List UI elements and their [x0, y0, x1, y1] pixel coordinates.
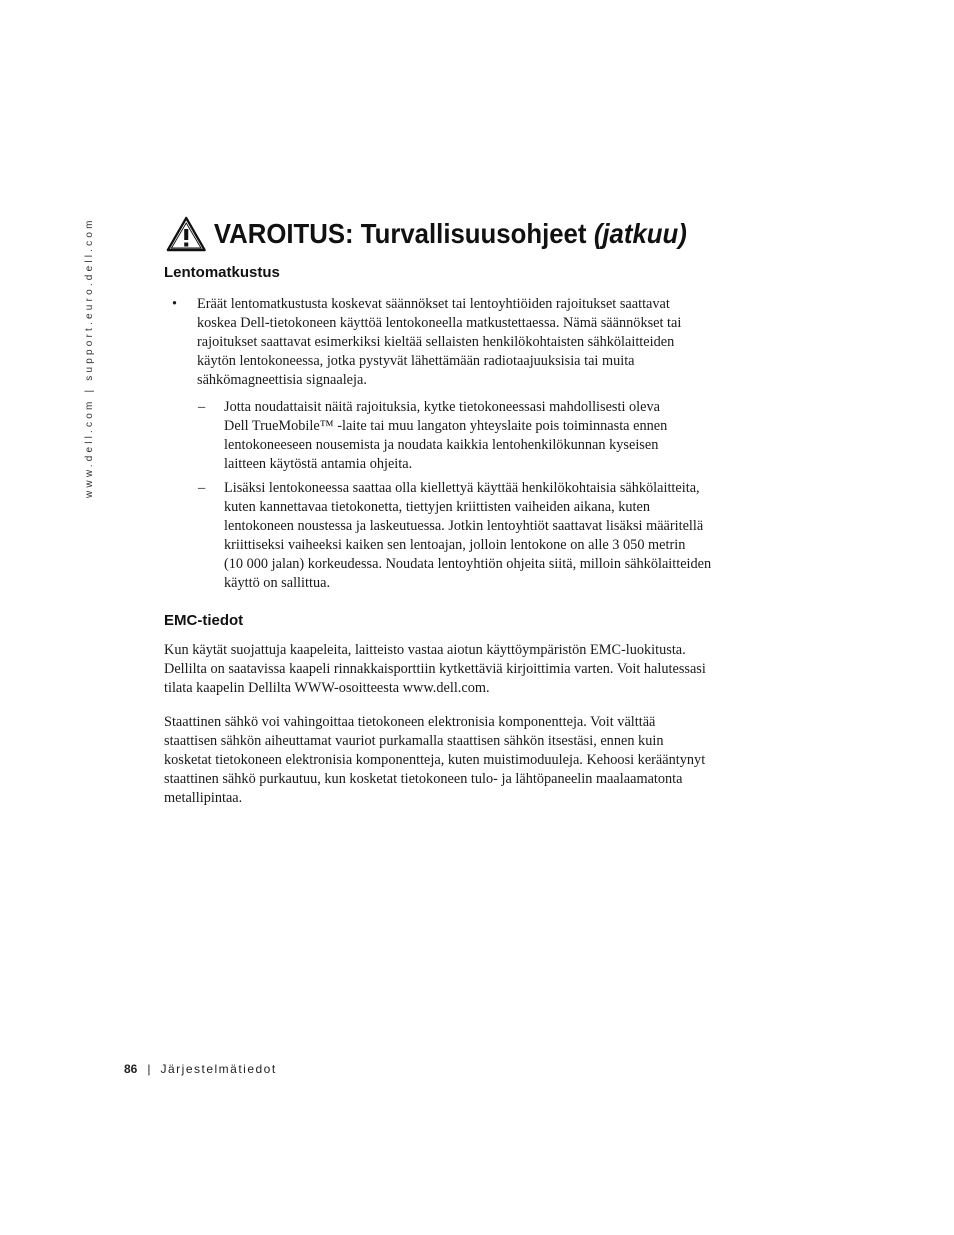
bullet-paragraph — [197, 295, 777, 390]
dash-paragraph-1 — [224, 398, 774, 474]
text-line: Staattinen sähkö voi vahingoittaa tietokoneen elektronisia komponentteja. Voit välttää — [164, 714, 656, 730]
text-line: käyttö on sallittua. — [224, 575, 331, 591]
dash-mark: – — [198, 399, 206, 415]
heading-main: VAROITUS: Turvallisuusohjeet — [213, 218, 587, 249]
text-line: lentokoneen noustessa ja laskeutuessa. Jotkin lentoyhtiöt saattavat lisäksi määritellä — [224, 518, 704, 534]
page-footer — [124, 1062, 277, 1076]
text-line: staattinen sähkö purkautuu, kun kosketat tietokoneen tulo- ja lähtöpaneelin maalaamatonta — [164, 771, 683, 787]
text-line: Eräät lentomatkustusta koskevat säännökset tai lentoyhtiöiden rajoitukset saattavat — [197, 296, 670, 312]
text-line: Lisäksi lentokoneessa saattaa olla kiellettyä käyttää henkilökohtaisia sähkölaitteita, — [224, 480, 700, 496]
text-fragment: tilata kaapelin Dellilta WWW-osoitteesta — [164, 680, 403, 696]
text-line: sähkömagneettisia signaaleja. — [197, 372, 367, 388]
text-line: koskea Dell-tietokoneen käyttöä lentokoneella matkustettaessa. Nämä säännökset tai — [197, 315, 682, 331]
text-line: Dellilta on saatavissa kaapeli rinnakkaisporttiin kytkettäviä kirjoittimia varten. Voit halutessasi — [164, 661, 706, 677]
text-line: kosketat tietokoneen elektronisia komponentteja, kuten muistimoduuleja. Kehoosi kerääntynyt — [164, 752, 706, 768]
bullet-mark: • — [172, 296, 178, 312]
dash-paragraph-2 — [224, 479, 779, 593]
text-line: Kun käytät suojattuja kaapeleita, laitteisto vastaa aiotun käyttöympäristön EMC-luokitusta. — [164, 642, 686, 658]
text-line: kriittiseksi vaiheeksi kaiken sen lentoajan, jolloin lentokone on alle 3 050 metrin — [224, 537, 686, 553]
text-line: Jotta noudattaisit näitä rajoituksia, kytke tietokoneessasi mahdollisesti oleva — [224, 399, 660, 415]
text-line: lentokoneeseen nousemista ja noudata kaikkia lentohenkilökunnan kyseisen — [224, 437, 659, 453]
dash-mark: – — [198, 480, 206, 496]
emc-paragraph — [164, 641, 776, 698]
text-line: Dell TrueMobile™ -laite tai muu langaton yhteyslaite pois toiminnasta ennen — [224, 418, 668, 434]
section-title-air-travel: Lentomatkustus — [164, 264, 280, 281]
section-title-emc: EMC-tiedot — [164, 612, 244, 629]
chapter-title: Järjestelmätiedot — [160, 1062, 277, 1076]
footer-separator: | — [147, 1062, 151, 1076]
text-line: (10 000 jalan) korkeudessa. Noudata lentoyhtiön ohjeita siitä, milloin sähkölaitteiden — [224, 556, 712, 572]
warning-triangle-icon — [166, 216, 206, 252]
text-line: staattisen sähkön aiheuttamat vauriot purkamalla staattisen sähkön itsestäsi, ennen kuin — [164, 733, 664, 749]
text-line — [164, 679, 776, 698]
static-electricity-paragraph — [164, 713, 776, 808]
text-line: laitteen käytöstä antamia ohjeita. — [224, 456, 413, 472]
text-line: käytön lentokoneessa, jotka pystyvät lähettämään radiotaajuuksisia tai muita — [197, 353, 635, 369]
text-line: rajoitukset saattavat esimerkiksi kieltää sellaisten henkilökohtaisten sähkölaitteiden — [197, 334, 675, 350]
dell-website-link[interactable]: www.dell.com — [402, 680, 486, 696]
text-line: kuten kannettavaa tietokonetta, tiettyjen kriittisten vaiheiden aikana, kuten — [224, 499, 650, 515]
text-fragment: . — [485, 680, 490, 696]
sidebar-url: www.dell.com | support.euro.dell.com — [84, 217, 95, 498]
page-heading — [166, 216, 687, 252]
text-line: metallipintaa. — [164, 790, 243, 806]
heading-continued: (jatkuu) — [593, 218, 687, 249]
page-number: 86 — [124, 1062, 138, 1076]
